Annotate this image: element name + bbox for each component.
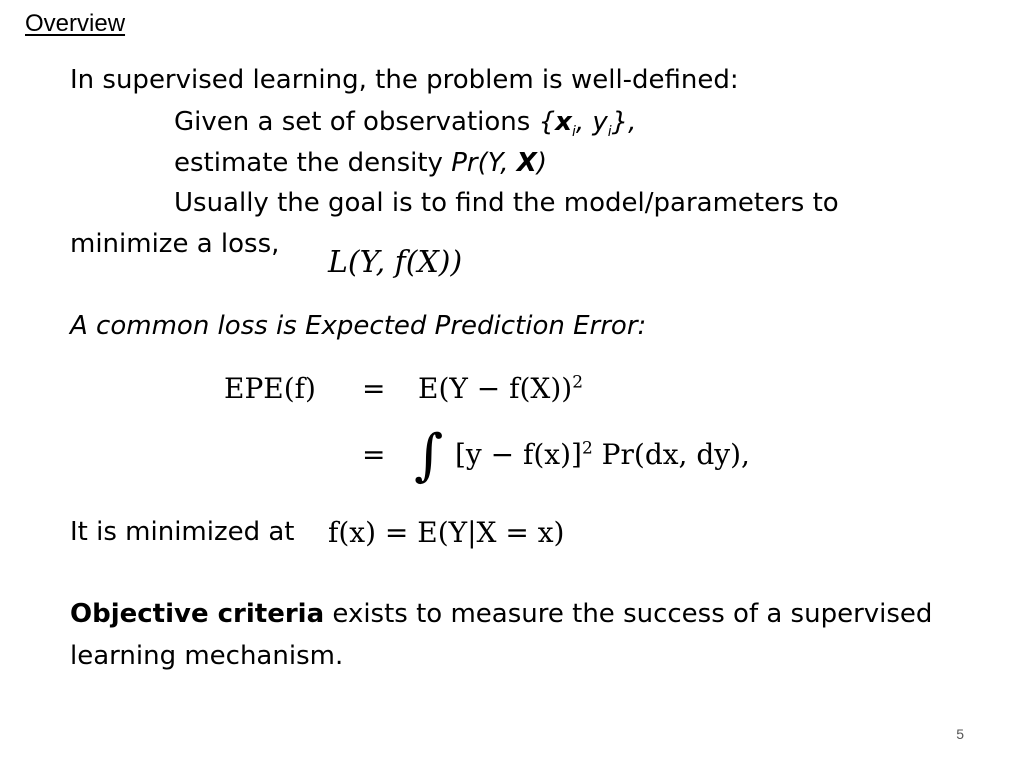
minimizer-formula — [328, 516, 564, 549]
obs-open-brace: { — [538, 107, 556, 137]
loss-formula-text: L(Y, f(X)) — [328, 245, 463, 280]
obs-sub-i1: i — [571, 124, 576, 141]
obs-close-brace: }, — [611, 107, 637, 137]
minimized-label: It is minimized at — [70, 517, 295, 547]
obs-sub-i2: i — [607, 124, 612, 141]
goal-line: Usually the goal is to find the model/parameters to — [174, 188, 839, 218]
epe-rhs2-tail: Pr(dx, dy), — [592, 438, 750, 471]
obs-x: x — [555, 107, 572, 137]
epe-rhs1 — [418, 372, 583, 405]
minimizer-formula-text: f(x) = E(Y|X = x) — [328, 516, 565, 549]
obs-y: y — [592, 107, 608, 137]
slide-title: Overview — [25, 10, 126, 37]
epe-rhs1-sup: 2 — [572, 372, 584, 393]
epe-rhs2-text: [y − f(x)] — [455, 438, 582, 471]
epe-lhs — [224, 372, 316, 405]
objective-line-2: learning mechanism. — [70, 641, 344, 671]
loss-formula — [328, 245, 462, 280]
density-close: ) — [536, 148, 547, 178]
intro-line: In supervised learning, the problem is well-defined: — [70, 65, 739, 95]
eq-sign-1: = — [362, 372, 386, 405]
density-pr: Pr(Y, — [451, 148, 517, 178]
eq-sign-2: = — [362, 438, 386, 471]
objective-line — [70, 594, 932, 634]
integral-sign: ∫ — [414, 423, 444, 488]
density-x: X — [516, 148, 537, 178]
estimate-line — [174, 143, 547, 183]
objective-bold: Objective criteria — [70, 599, 325, 629]
page-number: 5 — [956, 726, 964, 742]
epe-lhs-text: EPE(f) — [224, 372, 316, 405]
obs-comma: , — [575, 107, 593, 137]
epe-rhs2-sup: 2 — [581, 438, 593, 459]
epe-rhs2 — [455, 438, 750, 471]
epe-rhs1-text: E(Y − f(X)) — [418, 372, 573, 405]
minimize-line: minimize a loss, — [70, 229, 280, 259]
observations-prefix: Given a set of observations — [174, 107, 539, 137]
objective-rest: exists to measure the success of a supervised — [324, 599, 933, 629]
estimate-prefix: estimate the density — [174, 148, 452, 178]
common-loss-line: A common loss is Expected Prediction Error: — [70, 311, 647, 341]
